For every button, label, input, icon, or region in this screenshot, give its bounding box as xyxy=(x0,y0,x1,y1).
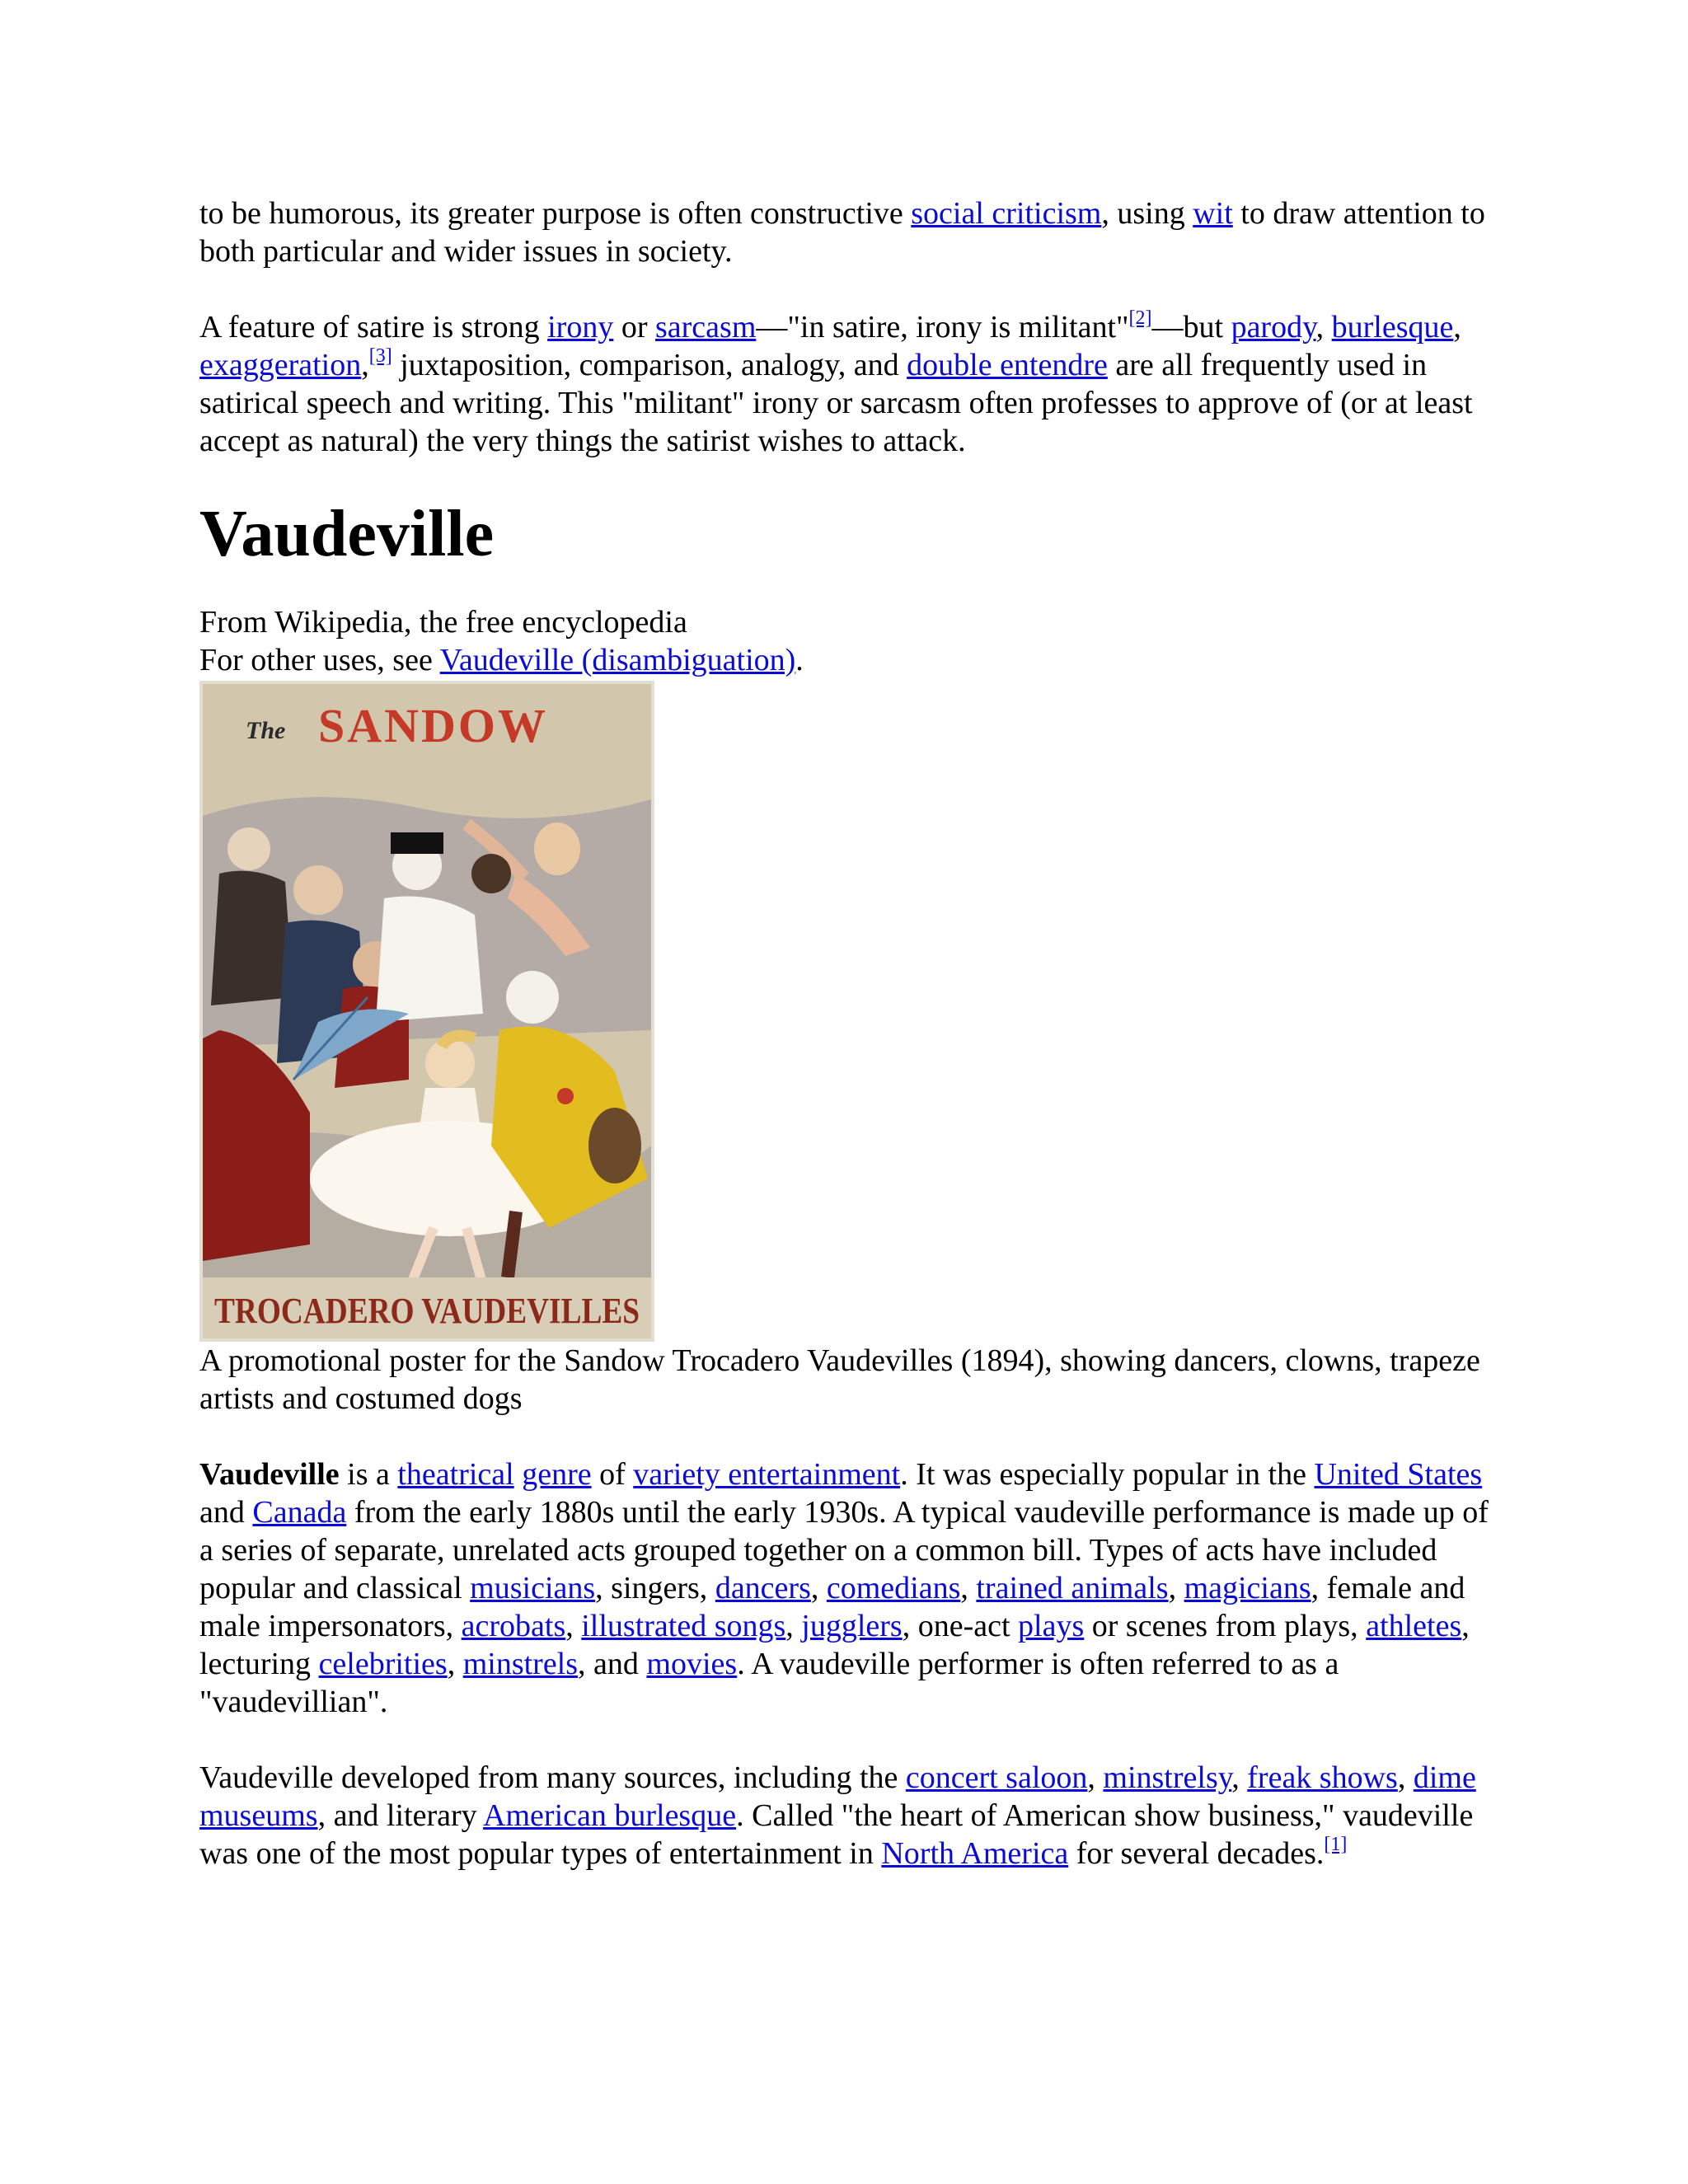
link-illustrated-songs[interactable]: illustrated songs xyxy=(581,1609,786,1643)
paragraph-vaudeville-definition: Vaudeville is a theatrical genre of variety entertainment. It was especially popular in the United States and Canada from the early 1880s until the early 1930s. A typical vaudeville performance is made up of a series of separate, unrelated acts grouped together on a common bill. Types of acts have included popular and classical musicians, singers, dancers, comedians, trained animals, magicians, female and male impersonators, acrobats, illustrated songs, jugglers, one-act plays or scenes from plays, athletes, lecturing celebrities, minstrels, and movies. A vaudeville performer is often referred to as a "vaudevillian". xyxy=(199,1457,1489,1719)
link-acrobats[interactable]: acrobats xyxy=(461,1609,566,1643)
link-wit[interactable]: wit xyxy=(1193,196,1233,231)
link-united-states[interactable]: United States xyxy=(1314,1457,1483,1492)
link-sarcasm[interactable]: sarcasm xyxy=(654,310,757,344)
page-title: Vaudeville xyxy=(199,498,495,570)
paragraph-satire-purpose: to be humorous, its greater purpose is often constructive social criticism, using wit to draw attention to both particular and wider issues in society. xyxy=(199,196,1485,269)
poster-bottom-title: TROCADERO VAUDEVILLES xyxy=(214,1291,640,1331)
link-variety-entertainment[interactable]: variety entertainment xyxy=(633,1457,901,1492)
link-musicians[interactable]: musicians xyxy=(470,1571,596,1605)
link-comedians[interactable]: comedians xyxy=(826,1571,961,1605)
link-burlesque[interactable]: burlesque xyxy=(1331,310,1454,344)
link-dancers[interactable]: dancers xyxy=(715,1571,811,1605)
link-social-criticism[interactable]: social criticism xyxy=(911,196,1102,231)
from-wikipedia-line: From Wikipedia, the free encyclopedia xyxy=(199,605,687,640)
link-north-america[interactable]: North America xyxy=(881,1836,1069,1871)
link-plays[interactable]: plays xyxy=(1018,1609,1085,1643)
image-caption: A promotional poster for the Sandow Trocadero Vaudevilles (1894), showing dancers, clowns, trapeze artists and costumed dogs xyxy=(199,1343,1480,1416)
citation-3[interactable]: [3] xyxy=(368,345,392,367)
hatnote: For other uses, see Vaudeville (disambiguation). xyxy=(199,643,804,677)
link-freak-shows[interactable]: freak shows xyxy=(1247,1760,1398,1795)
link-parody[interactable]: parody xyxy=(1231,310,1316,344)
link-double-entendre[interactable]: double entendre xyxy=(907,348,1108,382)
link-concert-saloon[interactable]: concert saloon xyxy=(905,1760,1088,1795)
link-canada[interactable]: Canada xyxy=(252,1495,347,1530)
link-minstrels[interactable]: minstrels xyxy=(462,1647,579,1681)
paragraph-satire-features: A feature of satire is strong irony or sarcasm—"in satire, irony is militant"[2]—but parody, burlesque, exaggeration,[3] juxtaposition, comparison, analogy, and double entendre are all frequently used in satirical speech and writing. This "militant" irony or sarcasm often professes to approve of (or at least accept as natural) the very things the satirist wishes to attack. xyxy=(199,307,1473,458)
link-genre[interactable]: genre xyxy=(522,1457,592,1492)
vaudeville-poster-image[interactable] xyxy=(199,681,654,1342)
link-movies[interactable]: movies xyxy=(646,1647,738,1681)
link-vaudeville-disambiguation[interactable]: Vaudeville (disambiguation) xyxy=(439,643,796,677)
paragraph-vaudeville-origins: Vaudeville developed from many sources, including the concert saloon, minstrelsy, freak shows, dime museums, and literary American burlesque. Called "the heart of American show business," vaudeville was one of the most popular types of entertainment in North America for several decades.[1] xyxy=(199,1760,1476,1871)
link-irony[interactable]: irony xyxy=(547,310,614,344)
poster-title-prefix: The xyxy=(246,717,286,744)
citation-1[interactable]: [1] xyxy=(1324,1834,1348,1855)
link-magicians[interactable]: magicians xyxy=(1184,1571,1311,1605)
link-dime-museums[interactable]: dime museums xyxy=(199,1760,1476,1833)
poster-title: SANDOW xyxy=(318,699,549,752)
article-page xyxy=(199,194,1502,1872)
citation-2[interactable]: [2] xyxy=(1128,307,1152,329)
poster-illustration xyxy=(203,684,651,1338)
link-athletes[interactable]: athletes xyxy=(1366,1609,1462,1643)
link-theatrical[interactable]: theatrical xyxy=(397,1457,514,1492)
link-american-burlesque[interactable]: American burlesque xyxy=(483,1798,737,1833)
link-minstrelsy[interactable]: minstrelsy xyxy=(1103,1760,1232,1795)
link-exaggeration[interactable]: exaggeration xyxy=(199,348,362,382)
link-celebrities[interactable]: celebrities xyxy=(318,1647,448,1681)
link-jugglers[interactable]: jugglers xyxy=(801,1609,903,1643)
link-trained-animals[interactable]: trained animals xyxy=(976,1571,1169,1605)
